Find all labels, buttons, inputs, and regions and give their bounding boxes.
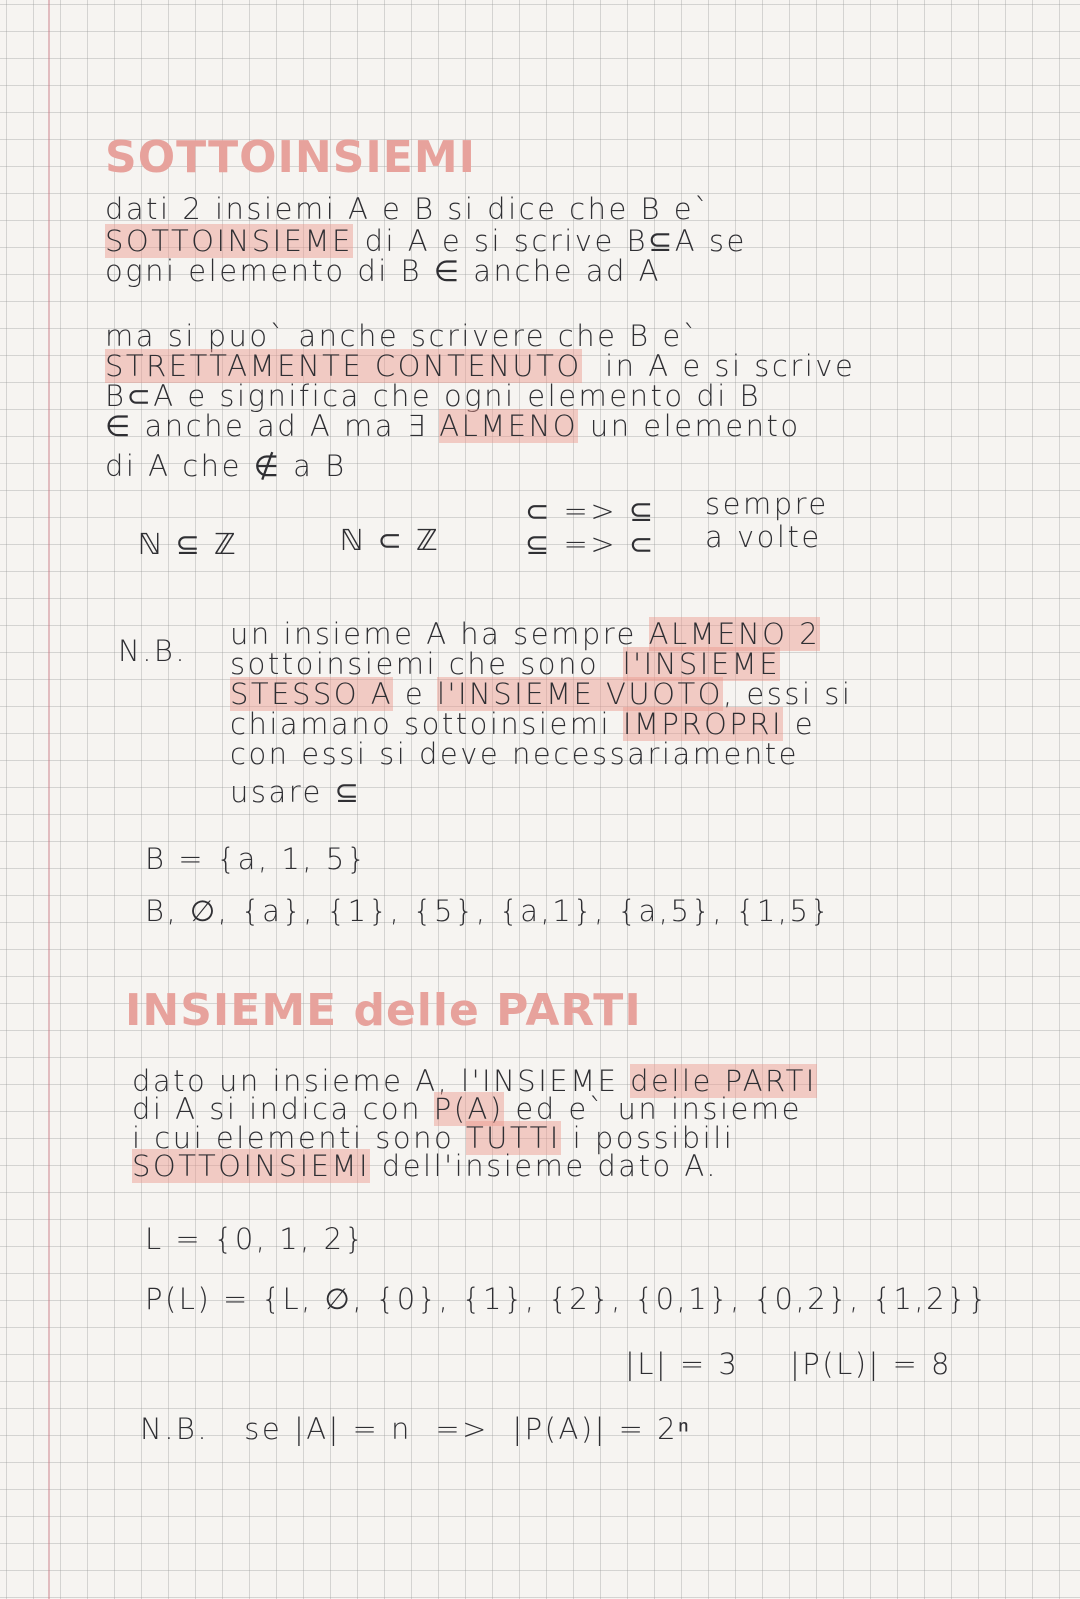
highlighted-term: ALMENO 2 — [648, 617, 821, 651]
set-b: B = {a, 1, 5} — [145, 842, 368, 876]
text-segment: e — [783, 707, 816, 741]
text-line — [230, 677, 853, 711]
example-n-subset-z: ℕ ⊂ ℤ — [340, 523, 441, 557]
highlighted-term: IMPROPRI — [622, 707, 784, 741]
highlighted-term: TUTTI — [465, 1121, 561, 1155]
text-segment: i cui elementi sono — [132, 1121, 466, 1155]
text-segment: ∈ anche ad A ma ∃ — [105, 409, 440, 443]
highlighted-term: l'INSIEME — [622, 647, 781, 681]
heading-insieme-delle-parti: INSIEME delle PARTI — [125, 985, 642, 1036]
highlighted-term: delle PARTI — [630, 1064, 817, 1098]
rule-subset-implies-subseteq: ⊂ => ⊆ — [525, 494, 656, 528]
text-segment: di A che ∉ a B — [105, 449, 347, 483]
text-segment: ed e` un insieme — [503, 1092, 802, 1126]
page-margin-line — [48, 0, 50, 1599]
text-segment: chiamano sottoinsiemi — [230, 707, 623, 741]
highlighted-term: ALMENO — [439, 409, 579, 443]
text-segment: dati 2 insiemi A e B si dice che B e` — [105, 192, 712, 226]
cardinality-l: |L| = 3 — [625, 1347, 740, 1381]
text-line — [230, 617, 821, 651]
text-segment: dell'insieme dato A. — [370, 1149, 718, 1183]
text-line — [230, 775, 362, 809]
rule2-note: a volte — [705, 520, 822, 554]
text-line — [230, 737, 799, 771]
text-line — [230, 647, 781, 681]
text-segment: ma si puo` anche scrivere che B e` — [105, 319, 700, 353]
highlighted-term: STESSO A — [230, 677, 394, 711]
text-segment: un elemento — [578, 409, 801, 443]
text-segment: e — [393, 677, 437, 711]
text-line — [132, 1092, 802, 1126]
highlighted-term: SOTTOINSIEMI — [132, 1149, 371, 1183]
text-line — [105, 254, 661, 288]
nb-label: N.B. — [118, 634, 188, 668]
text-segment: di A si indica con — [132, 1092, 434, 1126]
text-segment: i possibili — [560, 1121, 735, 1155]
text-line — [105, 349, 856, 383]
text-line — [105, 409, 801, 443]
rule-subseteq-implies-subset: ⊆ => ⊂ — [525, 527, 656, 561]
text-line — [105, 224, 747, 258]
heading-sottoinsiemi: SOTTOINSIEMI — [105, 132, 477, 183]
text-line — [105, 449, 347, 483]
rule1-note: sempre — [705, 487, 829, 521]
text-segment: sottoinsiemi che sono — [230, 647, 623, 681]
text-segment: B⊂A e significa che ogni elemento di B — [105, 379, 762, 413]
text-line — [105, 319, 700, 353]
set-l: L = {0, 1, 2} — [145, 1222, 366, 1256]
text-segment: di A e si scrive B⊆A se — [352, 224, 747, 258]
subsets-of-b: B, ∅, {a}, {1}, {5}, {a,1}, {a,5}, {1,5} — [145, 894, 832, 928]
text-segment: ogni elemento di B ∈ anche ad A — [105, 254, 661, 288]
text-line — [230, 707, 816, 741]
highlighted-term: SOTTOINSIEME — [105, 224, 353, 258]
text-segment: dato un insieme A, l'INSIEME — [132, 1064, 631, 1098]
cardinality-power-set-l: |P(L)| = 8 — [790, 1347, 952, 1381]
nb-power-set-cardinality: N.B. se |A| = n => |P(A)| = 2ⁿ — [140, 1412, 692, 1446]
text-line — [105, 192, 712, 226]
highlighted-term: STRETTAMENTE CONTENUTO — [105, 349, 582, 383]
text-segment: in A e si scrive — [581, 349, 856, 383]
text-segment: un insieme A ha sempre — [230, 617, 649, 651]
power-set-l: P(L) = {L, ∅, {0}, {1}, {2}, {0,1}, {0,2}, {1,2}} — [145, 1282, 990, 1316]
text-segment: , essi si — [723, 677, 853, 711]
text-segment: usare ⊆ — [230, 775, 362, 809]
text-line — [105, 379, 762, 413]
highlighted-term: P(A) — [433, 1092, 504, 1126]
text-segment: con essi si deve necessariamente — [230, 737, 799, 771]
highlighted-term: l'INSIEME VUOTO — [436, 677, 723, 711]
text-line — [132, 1149, 718, 1183]
example-n-subseteq-z: ℕ ⊆ ℤ — [138, 527, 239, 561]
